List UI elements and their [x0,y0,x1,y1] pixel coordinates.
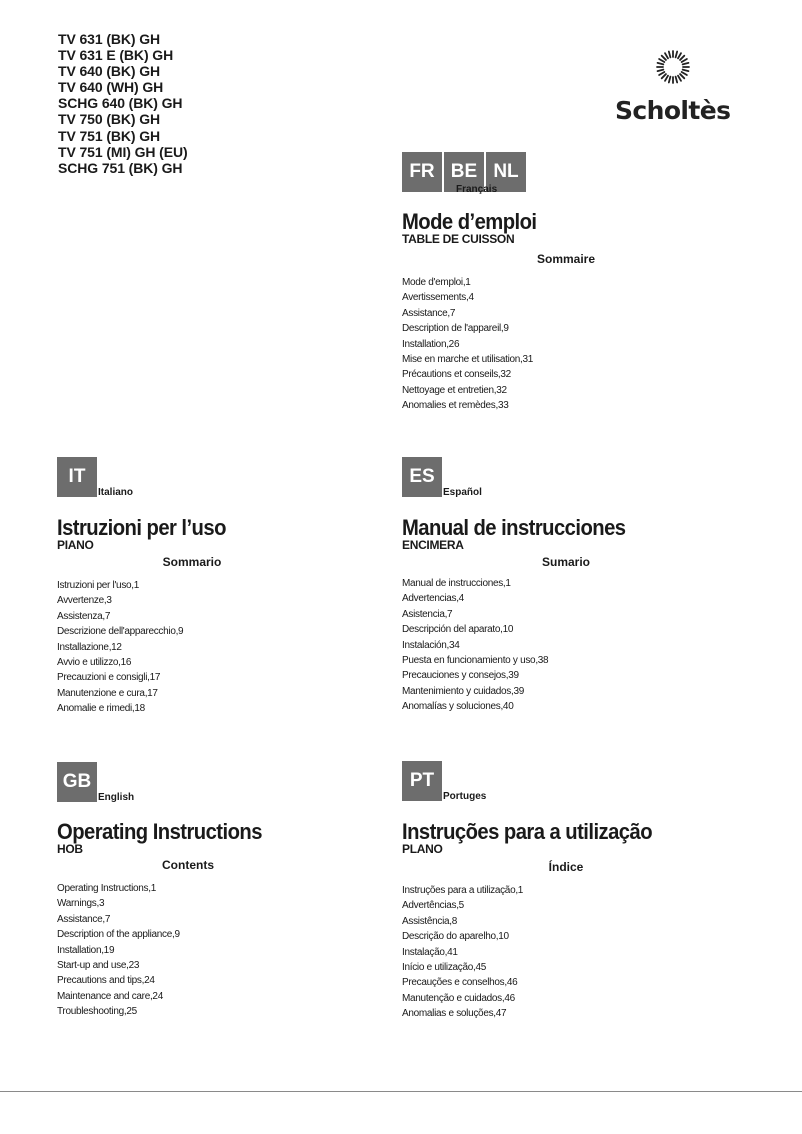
sun-ray [659,59,664,62]
toc-item: Anomalias e soluções,47 [402,1008,507,1020]
sun-ray [676,52,678,58]
sun-ray [662,56,666,60]
language-name: Portuges [443,791,487,802]
toc-item: Advertências,5 [402,900,464,912]
manual-subtitle: HOB [57,842,83,856]
brand-logo [610,44,736,134]
sun-ray [680,74,684,78]
language-name: Français [456,184,498,195]
toc-item: Descrizione dell'apparecchio,9 [57,626,184,638]
sun-ray [658,63,664,65]
model-item: TV 750 (BK) GH [58,111,161,128]
manual-title: Mode d’emploi [402,209,537,234]
manual-subtitle: ENCIMERA [402,538,464,552]
toc-item: Anomalías y soluciones,40 [402,701,514,713]
toc-item: Istruzioni per l'uso,1 [57,580,140,591]
toc-item: Descrição do aparelho,10 [402,931,509,943]
toc-item: Assistenza,7 [57,610,111,622]
toc-list [402,275,730,414]
toc-item: Descripción del aparato,10 [402,624,514,636]
sun-ray [678,76,681,81]
language-name: Español [443,487,482,498]
toc-heading: Contents [162,858,214,872]
manual-subtitle: PIANO [57,538,94,552]
toc-list [57,881,319,1020]
toc-item: Precauções e conselhos,46 [402,977,518,989]
language-badge: PT [402,761,442,801]
model-item: TV 631 E (BK) GH [58,47,174,64]
toc-item: Précautions et conseils,32 [402,369,511,381]
toc-heading: Sommario [162,555,222,569]
toc-heading: Índice [548,860,584,874]
sun-ray [665,53,668,58]
toc-item: Installation,26 [402,338,460,350]
language-name: Italiano [98,487,134,498]
manual-title: Istruzioni per l’uso [57,515,226,540]
toc-item: Avvio e utilizzo,16 [57,657,132,669]
page-divider [0,1091,802,1092]
toc-item: Manutenzione e cura,17 [57,687,158,699]
toc-item: Assistance,7 [402,307,456,319]
toc-list [402,883,730,1022]
sun-ray [659,72,664,75]
language-badge: BE [444,152,484,192]
language-name: English [98,792,135,803]
section-pt [402,761,730,1022]
model-item: TV 751 (MI) GH (EU) [58,143,188,160]
toc-item: Description of the appliance,9 [57,929,180,941]
toc-item: Manutenção e cuidados,46 [402,992,515,1004]
toc-item: Avvertenze,3 [57,595,112,607]
toc-item: Troubleshooting,25 [57,1006,137,1018]
toc-item: Description de l'appareil,9 [402,323,509,335]
toc-item: Início e utilização,45 [402,962,487,974]
language-badge: IT [57,457,97,497]
model-item: TV 640 (WH) GH [58,79,164,96]
toc-item: Precauciones y consejos,39 [402,670,519,682]
sun-ray [665,76,668,81]
sun-ray [680,56,684,60]
toc-item: Installazione,12 [57,641,122,653]
toc-item: Warnings,3 [57,898,105,910]
toc-item: Instruções para a utilização,1 [402,885,524,896]
toc-item: Maintenance and care,24 [57,990,163,1002]
toc-item: Advertencias,4 [402,593,464,605]
toc-item: Mantenimiento y cuidados,39 [402,685,524,697]
model-item: TV 631 (BK) GH [58,31,161,47]
manual-title: Operating Instructions [57,819,262,844]
brand-name: Scholtès [615,96,731,125]
toc-list [57,578,327,717]
toc-item: Anomalie e rimedi,18 [57,703,145,715]
toc-item: Precauzioni e consigli,17 [57,672,161,684]
toc-item: Manual de instrucciones,1 [402,578,511,589]
language-badge: ES [402,457,442,497]
toc-item: Puesta en funcionamiento y uso,38 [402,655,549,667]
toc-item: Precautions and tips,24 [57,975,155,987]
model-item: TV 751 (BK) GH [58,127,161,144]
manual-title: Instruções para a utilização [402,819,653,844]
toc-item: Nettoyage et entretien,32 [402,384,507,396]
toc-heading: Sommaire [536,252,596,266]
manual-subtitle: PLANO [402,842,443,856]
toc-item: Operating Instructions,1 [57,883,156,894]
sun-icon [650,44,696,90]
sun-ray [683,70,689,72]
manual-subtitle: TABLE DE CUISSON [402,232,515,246]
sun-ray [683,63,689,65]
section-es [402,457,730,715]
manual-title: Manual de instrucciones [402,515,626,540]
toc-item: Installation,19 [57,944,115,956]
language-badge: FR [402,152,442,192]
toc-heading: Sumario [541,555,590,569]
toc-list [402,576,730,715]
section-fr [402,152,730,414]
model-list [58,31,188,176]
model-item: TV 640 (BK) GH [58,63,161,80]
model-item: SCHG 640 (BK) GH [58,95,183,112]
toc-item: Start-up and use,23 [57,960,140,972]
toc-item: Instalación,34 [402,639,460,651]
section-gb [57,762,319,1020]
toc-item: Assistance,7 [57,913,111,925]
sun-ray [662,74,666,78]
sun-ray [682,72,687,75]
toc-item: Asistencia,7 [402,608,453,620]
toc-item: Anomalies et remèdes,33 [402,400,509,412]
model-item: SCHG 751 (BK) GH [58,159,183,176]
toc-item: Avertissements,4 [402,292,474,304]
language-badge: GB [57,762,97,802]
toc-item: Mise en marche et utilisation,31 [402,354,534,366]
toc-item: Instalação,41 [402,946,458,958]
sun-ray [669,77,671,83]
sun-ray [658,70,664,72]
section-it [57,457,327,717]
sun-ray [676,77,678,83]
sun-ray [682,59,687,62]
toc-item: Mode d'emploi,1 [402,277,471,288]
language-badge: NL [486,152,526,192]
sun-ray [678,53,681,58]
toc-item: Assistência,8 [402,915,458,927]
sun-ray [669,52,671,58]
